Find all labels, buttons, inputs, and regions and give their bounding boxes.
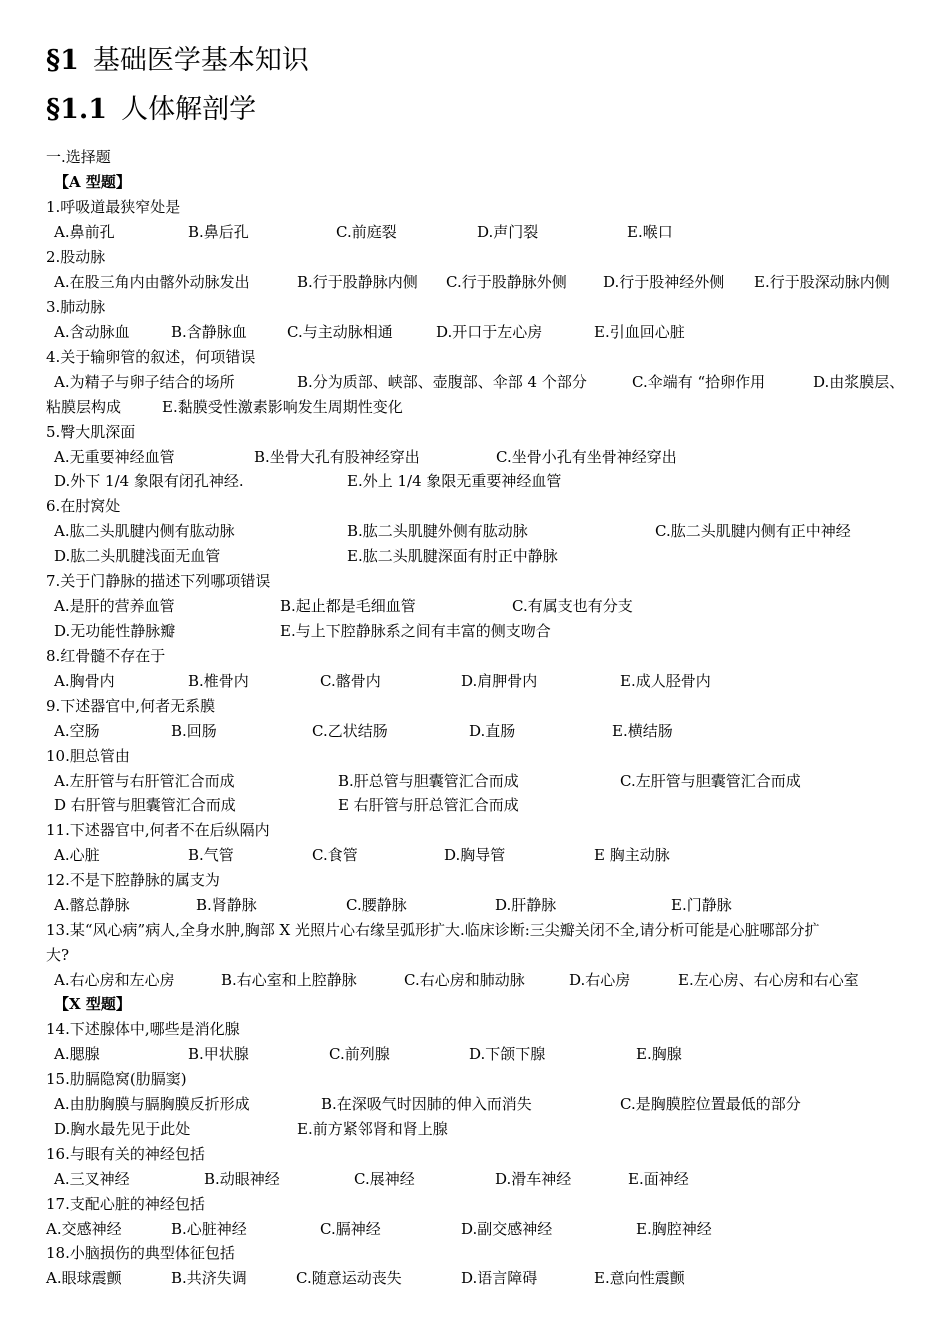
answer-option: A.由肋胸膜与膈胸膜反折形成 — [54, 1095, 250, 1113]
answer-option: E.与上下腔静脉系之间有丰富的侧支吻合 — [280, 622, 551, 640]
answer-option: D.肱二头肌腱浅面无血管 — [54, 547, 221, 565]
answer-option: D.右心房 — [569, 971, 631, 989]
answer-option: B.心脏神经 — [171, 1220, 247, 1238]
chapter-number: §1 — [46, 45, 79, 76]
answer-option: E.行于股深动脉内侧 — [754, 273, 890, 291]
answer-option: B.右心室和上腔静脉 — [221, 971, 357, 989]
answer-option: C.左肝管与胆囊管汇合而成 — [620, 772, 801, 790]
answer-option: C.前列腺 — [329, 1045, 390, 1063]
answer-option: E.喉口 — [627, 223, 673, 241]
answer-option: C.腰静脉 — [346, 896, 407, 914]
answer-option: B.肾静脉 — [196, 896, 257, 914]
answer-option: C.肱二头肌腱内侧有正中神经 — [655, 522, 851, 540]
answer-option: A.胸骨内 — [54, 672, 115, 690]
question-text: 13.某“风心病”病人,全身水肿,胸部 X 光照片心右缘呈弧形扩大.临床诊断:三尖瓣关闭不全,请分析可能是心脏哪部分扩 — [46, 921, 820, 939]
answer-option: C.与主动脉相通 — [287, 323, 393, 341]
answer-option: E.左心房、右心房和右心室 — [678, 971, 859, 989]
answer-option: D.行于股神经外侧 — [603, 273, 725, 291]
answer-option: B.行于股静脉内侧 — [297, 273, 418, 291]
answer-option: C.膈神经 — [320, 1220, 381, 1238]
answer-option: A.空肠 — [54, 722, 100, 740]
question-text: 9.下述器官中,何者无系膜 — [46, 697, 216, 715]
answer-option: B.动眼神经 — [204, 1170, 280, 1188]
answer-option: E.胸腺 — [636, 1045, 682, 1063]
question-text: 18.小脑损伤的典型体征包括 — [46, 1244, 235, 1262]
answer-option: B.气管 — [188, 846, 234, 864]
answer-option: C.髂骨内 — [320, 672, 381, 690]
answer-option: D.肩胛骨内 — [461, 672, 538, 690]
answer-option: A.腮腺 — [54, 1045, 100, 1063]
question-text: 14.下述腺体中,哪些是消化腺 — [46, 1020, 240, 1038]
answer-option: A.三叉神经 — [54, 1170, 130, 1188]
question-type-label: 【X 型题】 — [54, 995, 131, 1013]
answer-option: B.共济失调 — [171, 1269, 247, 1287]
answer-option: A.是肝的营养血管 — [54, 597, 175, 615]
answer-option: D.下颌下腺 — [469, 1045, 546, 1063]
answer-option: B.回肠 — [171, 722, 217, 740]
answer-option: C.是胸膜腔位置最低的部分 — [620, 1095, 801, 1113]
chapter-title: 基础医学基本知识 — [92, 45, 309, 76]
question-text: 12.不是下腔静脉的属支为 — [46, 871, 220, 889]
answer-option: A.含动脉血 — [54, 323, 130, 341]
answer-option: D.胸水最先见于此处 — [54, 1120, 191, 1138]
question-text: 16.与眼有关的神经包括 — [46, 1145, 205, 1163]
question-text: 大? — [46, 946, 70, 964]
question-text: 10.胆总管由 — [46, 747, 130, 765]
answer-option: D.由浆膜层、 — [813, 373, 905, 391]
answer-option: D.语言障碍 — [461, 1269, 538, 1287]
chapter-heading — [46, 44, 309, 78]
answer-option: D.开口于左心房 — [436, 323, 543, 341]
answer-option: B.肝总管与胆囊管汇合而成 — [338, 772, 519, 790]
answer-option: C.前庭裂 — [336, 223, 397, 241]
answer-option: B.分为质部、峡部、壶腹部、伞部 4 个部分 — [297, 373, 587, 391]
answer-option: D.无功能性静脉瓣 — [54, 622, 176, 640]
answer-option: E.横结肠 — [612, 722, 673, 740]
answer-option: E 右肝管与肝总管汇合而成 — [338, 796, 519, 814]
question-text: 7.关于门静脉的描述下列哪项错误 — [46, 572, 271, 590]
answer-option: D.副交感神经 — [461, 1220, 553, 1238]
answer-option: E.意向性震颤 — [594, 1269, 685, 1287]
answer-option: B.起止都是毛细血管 — [280, 597, 416, 615]
answer-option: E.成人胫骨内 — [620, 672, 711, 690]
answer-option: A.无重要神经血管 — [54, 448, 175, 466]
answer-option: E 胸主动脉 — [594, 846, 670, 864]
question-text: 17.支配心脏的神经包括 — [46, 1195, 205, 1213]
answer-option: E.肱二头肌腱深面有肘正中静脉 — [347, 547, 558, 565]
answer-option: D 右肝管与胆囊管汇合而成 — [54, 796, 236, 814]
answer-option: A.在股三角内由髂外动脉发出 — [54, 273, 250, 291]
section-title: 人体解剖学 — [121, 94, 257, 125]
question-text: 4.关于输卵管的叙述，何项错误 — [46, 348, 256, 366]
answer-option: B.肱二头肌腱外侧有肱动脉 — [347, 522, 528, 540]
answer-option: A.眼球震颤 — [46, 1269, 122, 1287]
answer-option: E.外上 1/4 象限无重要神经血管 — [347, 472, 562, 490]
answer-option: A.肱二头肌腱内侧有肱动脉 — [54, 522, 235, 540]
answer-option: D.外下 1/4 象限有闭孔神经. — [54, 472, 244, 490]
answer-option: C.有属支也有分支 — [512, 597, 633, 615]
question-text: 3.肺动脉 — [46, 298, 106, 316]
answer-option: E.前方紧邻肾和肾上腺 — [297, 1120, 448, 1138]
answer-option: C.展神经 — [354, 1170, 415, 1188]
answer-option: E.面神经 — [628, 1170, 689, 1188]
answer-option: B.鼻后孔 — [188, 223, 249, 241]
question-text: 5.臀大肌深面 — [46, 423, 136, 441]
question-text: 6.在肘窝处 — [46, 497, 121, 515]
question-text: 11.下述器官中,何者不在后纵隔内 — [46, 821, 270, 839]
answer-option: A.为精子与卵子结合的场所 — [54, 373, 235, 391]
question-text: 1.呼吸道最狭窄处是 — [46, 198, 181, 216]
answer-option: D.肝静脉 — [495, 896, 557, 914]
section-number: §1.1 — [46, 94, 108, 125]
answer-option: A.右心房和左心房 — [54, 971, 175, 989]
answer-option: A.鼻前孔 — [54, 223, 115, 241]
question-text: 一.选择题 — [46, 148, 111, 166]
answer-option: E.胸腔神经 — [636, 1220, 712, 1238]
answer-option: B.椎骨内 — [188, 672, 249, 690]
answer-option: D.声门裂 — [477, 223, 539, 241]
section-heading — [46, 93, 256, 127]
answer-option: B.含静脉血 — [171, 323, 247, 341]
question-text: 8.红骨髓不存在于 — [46, 647, 166, 665]
answer-option: A.髂总静脉 — [54, 896, 130, 914]
answer-option: E.黏膜受性激素影响发生周期性变化 — [162, 398, 403, 416]
answer-option: D.直肠 — [469, 722, 516, 740]
answer-option: E.引血回心脏 — [594, 323, 685, 341]
answer-option: A.交感神经 — [46, 1220, 122, 1238]
question-text: 15.肋膈隐窝(肋膈窦) — [46, 1070, 187, 1088]
answer-option: A.左肝管与右肝管汇合而成 — [54, 772, 235, 790]
answer-option: C.右心房和肺动脉 — [404, 971, 525, 989]
answer-option: C.食管 — [312, 846, 358, 864]
answer-option: D.滑车神经 — [495, 1170, 572, 1188]
answer-option: C.坐骨小孔有坐骨神经穿出 — [496, 448, 677, 466]
answer-option: B.甲状腺 — [188, 1045, 249, 1063]
answer-option: D.胸导管 — [444, 846, 506, 864]
question-type-label: 【A 型题】 — [54, 173, 131, 191]
question-text: 2.股动脉 — [46, 248, 106, 266]
answer-option: 粘膜层构成 — [46, 398, 122, 416]
answer-option: E.门静脉 — [671, 896, 732, 914]
answer-option: C.伞端有 “拾卵作用 — [632, 373, 766, 391]
answer-option: C.乙状结肠 — [312, 722, 388, 740]
answer-option: C.随意运动丧失 — [296, 1269, 402, 1287]
answer-option: A.心脏 — [54, 846, 100, 864]
answer-option: B.坐骨大孔有股神经穿出 — [254, 448, 420, 466]
answer-option: B.在深吸气时因肺的伸入而消失 — [321, 1095, 532, 1113]
answer-option: C.行于股静脉外侧 — [446, 273, 567, 291]
